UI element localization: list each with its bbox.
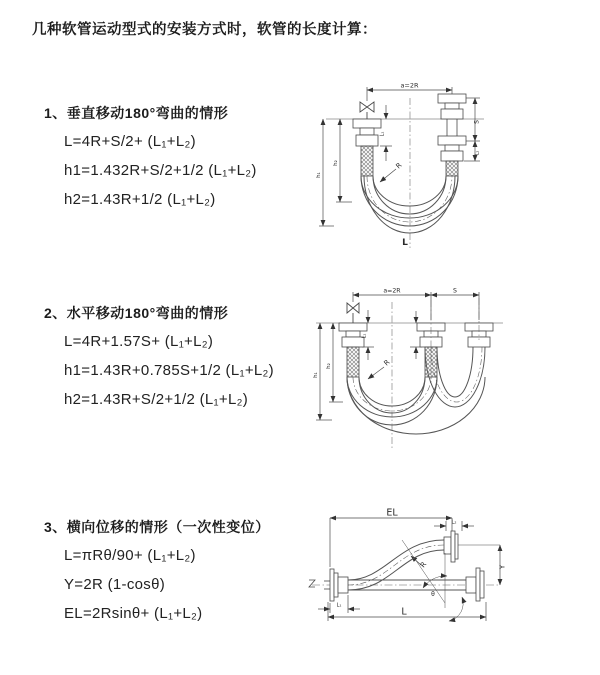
dim-label-a2r: a=2R (383, 287, 401, 295)
dim-label-r: R (394, 161, 404, 171)
dim-label-el: EL (386, 507, 398, 519)
upper-flange (444, 531, 458, 562)
formula-h1: h1=1.432R+S/2+1/2 (L₁+L₂) (64, 162, 257, 179)
formula-h2: h2=1.43R+S/2+1/2 (L₁+L₂) (64, 391, 249, 408)
dim-label-r: R (418, 560, 429, 570)
dim-label-l: L (401, 606, 407, 618)
dim-label-s: S (453, 287, 457, 295)
formula-length: L=4R+S/2+ (L₁+L₂) (64, 133, 196, 150)
section-3-heading: 3、横向位移的情形（一次性变位） (44, 519, 270, 535)
formula-length: L=πRθ/90+ (L₁+L₂) (64, 547, 196, 564)
section-2-heading: 2、水平移动180°弯曲的情形 (44, 305, 229, 321)
diagram-vertical-180-bend (312, 76, 562, 254)
dimension-lines (316, 292, 503, 420)
formula-h2: h2=1.43R+1/2 (L₁+L₂) (64, 191, 216, 208)
dim-label-l2: L₂ (474, 150, 481, 156)
right-flange (466, 568, 484, 601)
dim-label-s: S (473, 120, 481, 124)
formula-y: Y=2R (1-cosθ) (64, 576, 166, 593)
hose-s-curve (348, 540, 444, 590)
valve-icon (360, 102, 374, 119)
dim-label-l2: L₂ (451, 519, 457, 526)
formula-el: EL=2Rsinθ+ (L₁+L₂) (64, 605, 203, 622)
diagram-horizontal-180-bend (306, 282, 566, 462)
dim-label-h2: h₂ (326, 363, 332, 369)
left-fitting (353, 119, 381, 176)
section-vertical-movement (44, 103, 257, 220)
valve-icon (347, 303, 359, 323)
diagram-lateral-displacement (300, 505, 580, 655)
section-1-heading: 1、垂直移动180°弯曲的情形 (44, 105, 229, 121)
page-title: 几种软管运动型式的安装方式时，软管的长度计算： (32, 22, 377, 38)
dim-label-l1: L₁ (361, 333, 368, 339)
dim-label-a2r: a=2R (400, 81, 419, 90)
section-lateral-displacement (44, 517, 270, 634)
dim-label-y: Y (498, 564, 507, 570)
formula-length: L=4R+1.57S+ (L₁+L₂) (64, 333, 214, 350)
right-fitting (438, 94, 466, 176)
dim-label-l1: L₁ (379, 131, 386, 137)
hose-u-bends (347, 347, 485, 434)
dim-label-r: R (382, 358, 392, 368)
dim-label-h1: h₁ (316, 172, 322, 178)
section-horizontal-movement (44, 303, 274, 420)
left-fitting (339, 323, 367, 377)
axis-break-mark (309, 580, 315, 587)
dim-label-h2: h₂ (333, 160, 339, 166)
angle-label-theta: θ (431, 591, 435, 598)
formula-h1: h1=1.43R+0.785S+1/2 (L₁+L₂) (64, 362, 274, 379)
hose-u-bend (361, 176, 458, 233)
dim-label-h1: h₁ (313, 372, 319, 378)
dim-label-l: L (402, 238, 408, 248)
dim-label-l1: L₁ (336, 602, 342, 609)
dimension-lines (318, 518, 500, 621)
